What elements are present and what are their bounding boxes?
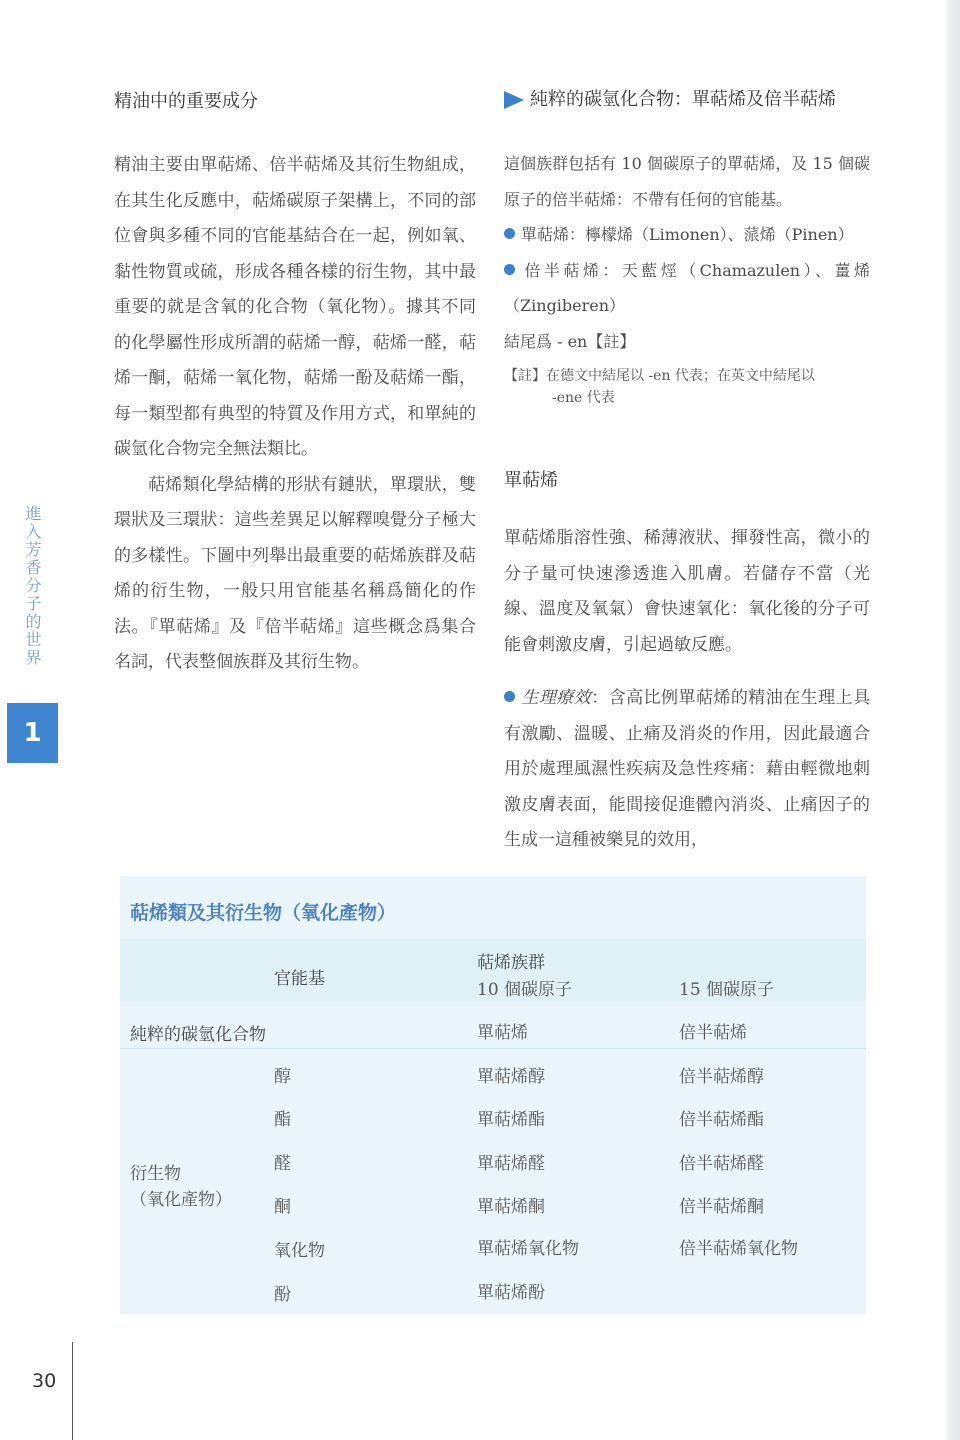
- header-10-carbon: 10 個碳原子: [477, 980, 573, 1000]
- arrow-bullet-icon: [504, 91, 524, 109]
- cell-monoterpene: 單萜烯: [477, 1023, 528, 1043]
- cell-monoterpene-phenol: 單萜烯酚: [477, 1283, 545, 1303]
- table-title: 萜烯類及其衍生物（氧化產物）: [130, 902, 397, 924]
- left-paragraph-1: 精油主要由單萜烯、倍半萜烯及其衍生物組成，在其生化反應中，萜烯碳原子架構上，不同的部位會與多種不同的官能基結合在一起，例如氧、黏性物質或硫，形成各種各樣的衍生物，其中最重要的就是含氧的化合物（氧化物）。據其不同的化學屬性形成所謂的萜烯一醇，萜烯一醛，萜烯一酮，萜烯一氧化物，萜烯一酚及萜烯一酯，每一類型都有典型的特質及作用方式，和單純的碳氫化合物完全無法類比。: [114, 155, 476, 459]
- bullet-text: ：天藍烴（Chamazulen）、薑烯（Zingiberen）: [504, 260, 870, 315]
- row-label-oxidation-products: （氧化產物）: [130, 1190, 232, 1210]
- header-terpene-family: 萜烯族群: [477, 953, 545, 973]
- footnote: [504, 365, 870, 409]
- cell-group-oxide: 氧化物: [274, 1241, 325, 1261]
- terpene-derivatives-table: [120, 876, 866, 1314]
- footnote-line-2: -ene 代表: [552, 390, 615, 406]
- cell-sesquiterpene: 倍半萜烯: [679, 1023, 747, 1043]
- header-15-carbon: 15 個碳原子: [679, 980, 775, 1000]
- header-functional-group: 官能基: [274, 969, 325, 989]
- bullet-dot-icon: [504, 228, 515, 239]
- section-heading-important-components: 精油中的重要成分: [114, 91, 258, 112]
- cell-sesquiterpene-ester: 倍半萜烯酯: [679, 1110, 764, 1130]
- bullet-dot-icon: [504, 264, 515, 275]
- row-label-pure-hydrocarbons: 純粹的碳氫化合物: [130, 1025, 266, 1045]
- chapter-title-vertical: 進入芳香分子的世界: [23, 505, 42, 667]
- bullet-monoterpene: [504, 217, 870, 253]
- right-column: [504, 86, 870, 859]
- left-column: [114, 88, 476, 681]
- bullet-label: 單萜烯: [521, 225, 570, 244]
- cell-sesquiterpenol: 倍半萜烯醇: [679, 1067, 764, 1087]
- cell-sesquiterpene-aldehyde: 倍半萜烯醛: [679, 1154, 764, 1174]
- cell-monoterpene-aldehyde: 單萜烯醛: [477, 1154, 545, 1174]
- page-edge-shadow: [946, 0, 960, 1440]
- section-heading-hydrocarbons: [504, 86, 870, 114]
- cell-sesquiterpene-oxide: 倍半萜烯氧化物: [679, 1239, 798, 1259]
- footnote-line-1: 【註】在德文中結尾以 -en 代表；在英文中結尾以: [504, 368, 815, 384]
- bullet-dot-icon: [504, 691, 515, 702]
- bullet-text: ：含高比例單萜烯的精油在生理上具有激勵、溫暖、止痛及消炎的作用，因此最適合用於處理風濕性疾病及急性疼痛：藉由輕微地刺激皮膚表面，能間接促進體內消炎、止痛因子的生成一這種被樂見的效用，: [504, 688, 870, 850]
- bullet-label: 生理療效: [521, 688, 592, 708]
- cell-sesquiterpene-ketone: 倍半萜烯酮: [679, 1197, 764, 1217]
- bullet-text: ：檸檬烯（Limonen）、蒎烯（Pinen）: [569, 225, 854, 244]
- cell-monoterpene-oxide: 單萜烯氧化物: [477, 1239, 579, 1259]
- page-number-rule: [72, 1342, 73, 1440]
- cell-monoterpene-ketone: 單萜烯酮: [477, 1197, 545, 1217]
- section-heading-monoterpene: 單萜烯: [504, 470, 558, 491]
- physiological-effect-paragraph: [504, 681, 870, 859]
- cell-group-ester: 酯: [274, 1110, 291, 1130]
- cell-group-phenol: 酚: [274, 1285, 291, 1305]
- bullet-label: 倍半萜烯: [521, 260, 603, 280]
- cell-group-ketone: 酮: [274, 1197, 291, 1217]
- cell-monoterpenol: 單萜烯醇: [477, 1067, 545, 1087]
- left-paragraph-2: 萜烯類化學結構的形狀有鏈狀，單環狀，雙環狀及三環狀：這些差異足以解釋嗅覺分子極大的多樣性。下圖中列舉出最重要的萜烯族群及萜烯的衍生物，一般只用官能基名稱爲簡化的作法。『單萜烯』及『倍半萜烯』這些概念爲集合名詞，代表整個族群及其衍生物。: [114, 474, 476, 672]
- cell-group-aldehyde: 醛: [274, 1154, 291, 1174]
- bullet-sesquiterpene: [504, 253, 870, 324]
- monoterpene-paragraph: 單萜烯脂溶性強、稀薄液狀、揮發性高，微小的分子量可快速滲透進入肌膚。若儲存不當（光線、溫度及氧氣）會快速氧化：氧化後的分子可能會刺激皮膚，引起過敏反應。: [504, 528, 870, 655]
- cell-monoterpene-ester: 單萜烯酯: [477, 1110, 545, 1130]
- page-number: 30: [32, 1370, 57, 1392]
- suffix-line: 結尾爲 - en【註】: [504, 331, 636, 351]
- hydrocarbons-intro: 這個族群包括有 10 個碳原子的單萜烯，及 15 個碳原子的倍半萜烯：不帶有任何的官能基。: [504, 154, 870, 209]
- cell-group-alcohol: 醇: [274, 1067, 291, 1087]
- chapter-number-tab: 1: [7, 703, 58, 763]
- row-label-derivatives: 衍生物: [130, 1164, 181, 1184]
- hydrocarbons-heading-text: 純粹的碳氫化合物：單萜烯及倍半萜烯: [530, 89, 836, 110]
- row-divider: [120, 1048, 866, 1049]
